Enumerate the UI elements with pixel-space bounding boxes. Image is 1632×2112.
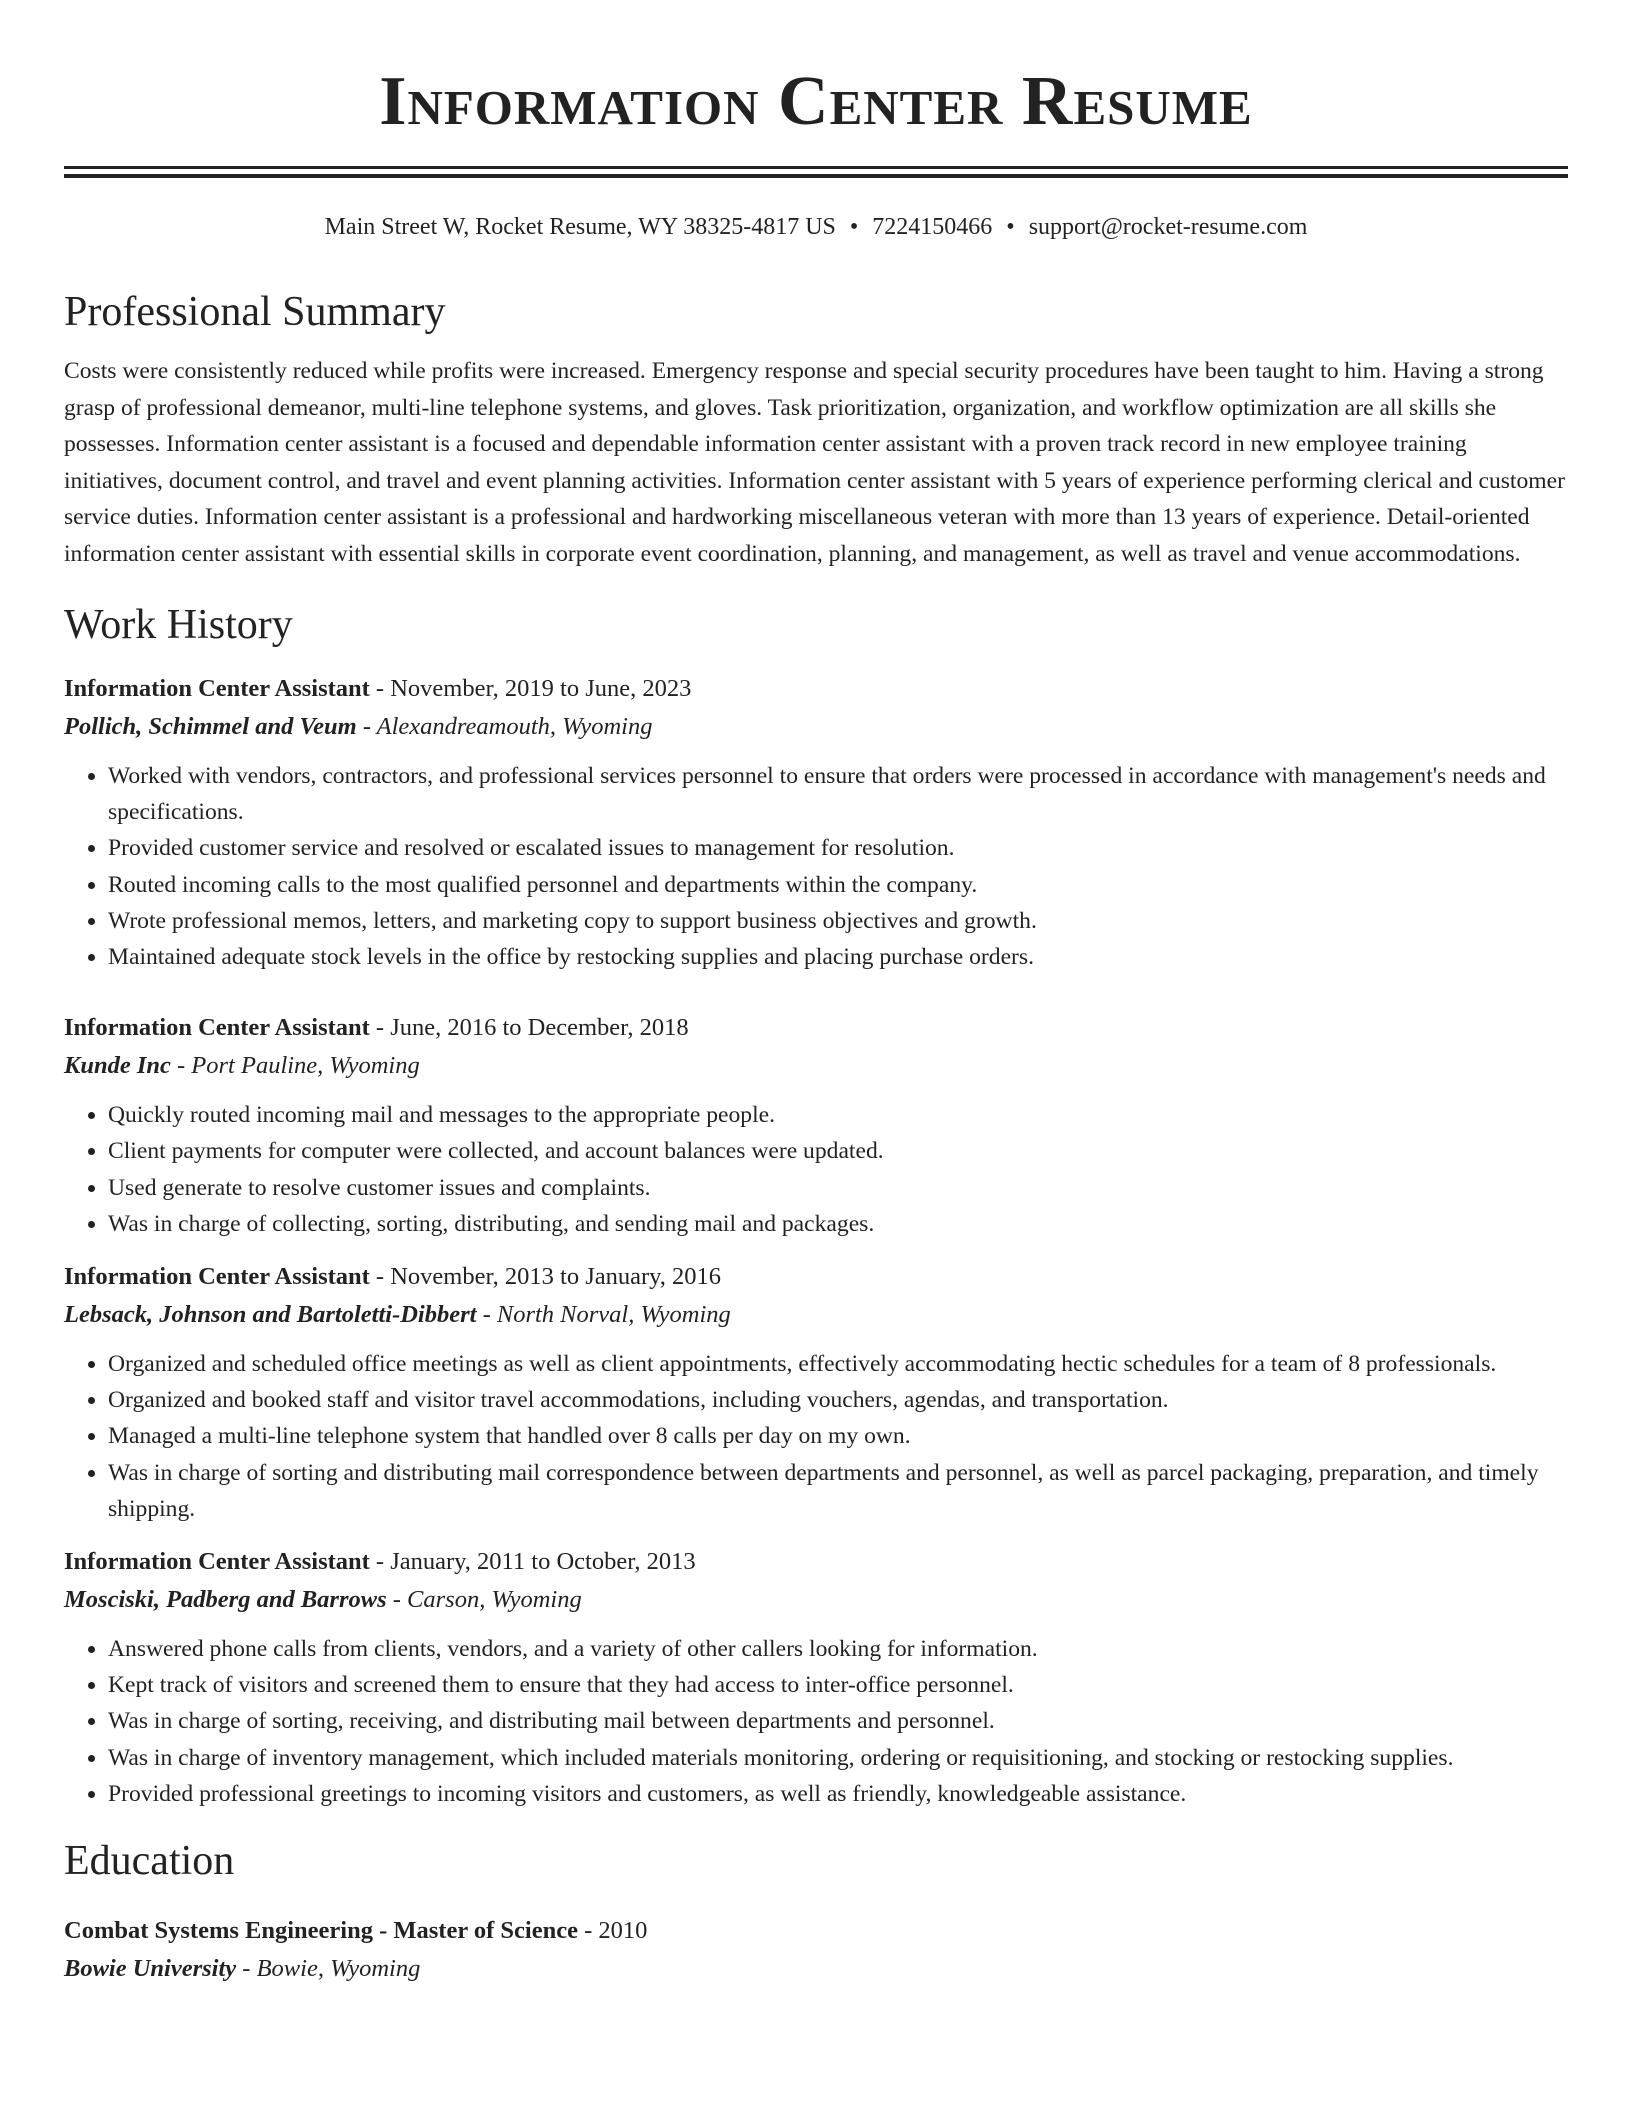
resume-page <box>64 0 1568 1988</box>
job-duty-item: • Client payments for computer were collected, and account balances were updated. <box>108 1133 1568 1169</box>
education-degree: Combat Systems Engineering - Master of Science <box>64 1917 578 1945</box>
contact-phone: 7224150466 <box>872 214 993 240</box>
job-dates: - June, 2016 to December, 2018 <box>369 1014 689 1042</box>
job-duty-item: • Maintained adequate stock levels in the office by restocking supplies and placing purchase orders. <box>108 939 1568 975</box>
job-duty-item: • Answered phone calls from clients, vendors, and a variety of other callers looking for information. <box>108 1631 1568 1667</box>
job-duty-item: • Organized and booked staff and visitor travel accommodations, including vouchers, agendas, and transportation. <box>108 1382 1568 1418</box>
job-duties <box>64 758 1568 975</box>
work-history-heading: Work History <box>64 602 293 648</box>
job-company: Mosciski, Padberg and Barrows <box>64 1586 387 1614</box>
education-location: - Bowie, Wyoming <box>236 1955 421 1983</box>
job-company-line <box>64 708 1568 746</box>
job-header <box>64 1258 1568 1296</box>
job-company-line <box>64 1581 1568 1619</box>
job-dates: - January, 2011 to October, 2013 <box>369 1548 696 1576</box>
summary-heading: Professional Summary <box>64 289 446 335</box>
job-dates: - November, 2019 to June, 2023 <box>369 675 692 702</box>
education-school: Bowie University <box>64 1955 237 1983</box>
contact-line <box>64 212 1568 242</box>
job-duty-item: • Managed a multi-line telephone system that handled over 8 calls per day on my own. <box>108 1418 1568 1454</box>
contact-address: Main Street W, Rocket Resume, WY 38325-4817 US <box>324 214 836 240</box>
job-duty-item: • Worked with vendors, contractors, and professional services personnel to ensure that orders were processed in accordance with management's needs and specifications. <box>108 758 1568 830</box>
job-duties <box>64 1346 1568 1527</box>
job-duty-item: • Wrote professional memos, letters, and marketing copy to support business objectives and growth. <box>108 903 1568 939</box>
job-title: Information Center Assistant <box>64 1548 370 1576</box>
job-title: Information Center Assistant <box>64 1014 370 1042</box>
job-duty-item: • Routed incoming calls to the most qualified personnel and departments within the company. <box>108 867 1568 903</box>
job-title: Information Center Assistant <box>64 1263 370 1291</box>
job-dates: - November, 2013 to January, 2016 <box>369 1263 722 1291</box>
job-location: - Port Pauline, Wyoming <box>170 1052 420 1080</box>
job-duty-item: • Was in charge of sorting and distributing mail correspondence between departments and personnel, as well as parcel packaging, preparation, and timely shipping. <box>108 1455 1568 1527</box>
job-entry <box>64 1258 1568 1527</box>
job-duty-item: • Provided professional greetings to incoming visitors and customers, as well as friendly, knowledgeable assistance. <box>108 1776 1568 1812</box>
job-duty-item: • Was in charge of inventory management, which included materials monitoring, ordering or requisitioning, and stocking or restocking supplies. <box>108 1740 1568 1776</box>
job-duty-item: • Was in charge of sorting, receiving, and distributing mail between departments and personnel. <box>108 1703 1568 1739</box>
job-company: Kunde Inc <box>64 1052 171 1080</box>
job-location: - North Norval, Wyoming <box>476 1301 731 1329</box>
job-location: - Alexandreamouth, Wyoming <box>356 713 653 740</box>
resume-title: Information Center Resume <box>379 63 1253 140</box>
job-entry <box>64 1009 1568 1242</box>
job-header <box>64 670 1568 708</box>
job-duties <box>64 1097 1568 1242</box>
job-title: Information Center Assistant <box>64 675 370 702</box>
job-duty-item: • Was in charge of collecting, sorting, distributing, and sending mail and packages. <box>108 1206 1568 1242</box>
education-year: - 2010 <box>577 1917 648 1945</box>
contact-separator: • <box>849 214 859 240</box>
job-location: - Carson, Wyoming <box>386 1586 582 1614</box>
job-duty-item: • Used generate to resolve customer issues and complaints. <box>108 1170 1568 1206</box>
job-entry <box>64 670 1568 975</box>
job-company: Lebsack, Johnson and Bartoletti-Dibbert <box>64 1301 477 1329</box>
job-duty-item: • Organized and scheduled office meetings as well as client appointments, effectively accommodating hectic schedules for a team of 8 professionals. <box>108 1346 1568 1382</box>
job-company-line <box>64 1296 1568 1334</box>
summary-text: Costs were consistently reduced while profits were increased. Emergency response and special security procedures have been taught to him. Having a strong grasp of professional demeanor, multi-line telephone systems, and gloves. Task prioritization, organization, and workflow optimization are all skills she possesses. Information center assistant is a focused and dependable information center assistant with a proven track record in new employee training initiatives, document control, and travel and event planning activities. Information center assistant with 5 years of experience performing clerical and customer service duties. Information center assistant is a professional and hardworking miscellaneous veteran with more than 13 years of experience. Detail-oriented information center assistant with essential skills in corporate event coordination, planning, and management, as well as travel and venue accommodations. <box>64 358 1565 567</box>
job-header <box>64 1009 1568 1047</box>
title-divider-bottom <box>64 174 1568 178</box>
job-duty-item: • Quickly routed incoming mail and messages to the appropriate people. <box>108 1097 1568 1133</box>
job-header <box>64 1543 1568 1581</box>
title-divider-top <box>64 166 1568 169</box>
contact-email: support@rocket-resume.com <box>1028 214 1308 240</box>
job-company-line <box>64 1047 1568 1085</box>
job-duty-item: • Provided customer service and resolved or escalated issues to management for resolution. <box>108 830 1568 866</box>
job-company: Pollich, Schimmel and Veum <box>64 713 357 740</box>
education-heading: Education <box>64 1838 235 1885</box>
education-school-line <box>64 1950 1568 1988</box>
education-degree-line <box>64 1912 1568 1950</box>
contact-separator: • <box>1006 214 1015 240</box>
job-entry <box>64 1543 1568 1812</box>
job-duties <box>64 1631 1568 1812</box>
job-duty-item: • Kept track of visitors and screened them to ensure that they had access to inter-office personnel. <box>108 1667 1568 1703</box>
